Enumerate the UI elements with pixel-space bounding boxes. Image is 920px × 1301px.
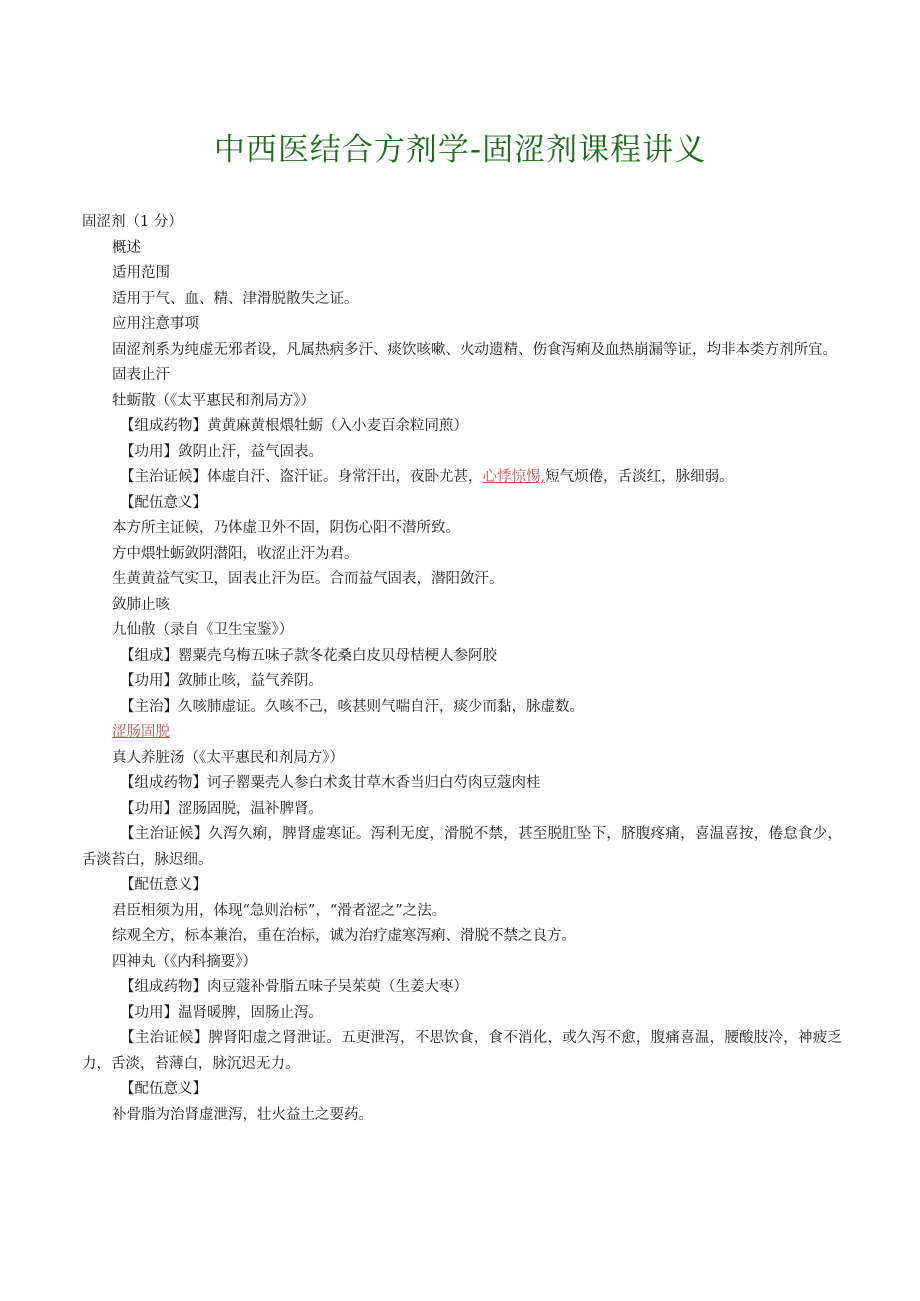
significance-label: 【配伍意义】 — [120, 494, 207, 511]
significance-text: 君臣相须为用，体现“急则治标”，“滑者涩之”之法。 — [112, 902, 447, 919]
formula-function: 【功用】温肾暖脾，固肠止泻。 — [120, 1004, 323, 1021]
formula-indication: 【主治证候】脾肾阳虚之肾泄证。五更泄泻，不思饮食，食不消化，或久泻不愈，腹痛喜温，腰酸肢冷，神疲乏力，舌淡，苔薄白，脉沉迟无力。 — [82, 1030, 842, 1072]
hyperlink[interactable]: 心悸惊惕, — [482, 469, 546, 485]
formula-indication — [82, 465, 842, 491]
formula-name: 牡蛎散（《太平惠民和剂局方》） — [112, 392, 315, 409]
significance-label: 【配伍意义】 — [120, 1081, 207, 1097]
formula-name: 四神丸（《内科摘要》） — [112, 953, 257, 970]
notes-text: 固涩剂系为纯虚无邪者设，凡属热病多汗、痰饮咳嗽、火动遗精、伤食泻痢及血热崩漏等证，均非本类方剂所宜。 — [112, 341, 837, 358]
formula-function: 【功用】敛阴止汗，益气固表。 — [120, 443, 323, 460]
section-heading: 固涩剂（1 分） — [82, 214, 183, 230]
overview-label: 概述 — [112, 239, 141, 256]
formula-composition: 【组成药物】诃子罂粟壳人参白术炙甘草木香当归白芍肉豆蔻肉桂 — [120, 775, 541, 791]
formula-indication: 【主治证候】久泻久痢，脾肾虚寒证。泻利无度，滑脱不禁，甚至脱肛坠下，脐腹疼痛，喜温喜按，倦怠食少，舌淡苔白，脉迟细。 — [82, 826, 842, 868]
scope-label: 适用范围 — [112, 265, 170, 281]
category-heading-link — [82, 720, 842, 746]
formula-composition: 【组成药物】黄黄麻黄根煨牡蛎（入小麦百余粒同煎） — [120, 418, 468, 434]
document-title: 中西医结合方剂学-固涩剂课程讲义 — [213, 132, 707, 168]
significance-text: 生黄黄益气实卫，固表止汗为臣。合而益气固表，潜阳敛汗。 — [112, 571, 504, 587]
significance-text: 综观全方，标本兼治，重在治标，诚为治疗虚寒泻痢、滑脱不禁之良方。 — [112, 928, 576, 944]
formula-name: 真人养脏汤（《太平惠民和剂局方》） — [112, 749, 344, 766]
document-body — [82, 210, 842, 1128]
significance-text: 方中煨牡蛎敛阴潜阳，收涩止汗为君。 — [112, 545, 359, 562]
significance-text: 本方所主证候，乃体虚卫外不固，阴伤心阳不潜所致。 — [112, 520, 460, 536]
category-heading: 固表止汗 — [112, 367, 170, 383]
indication-text: 【主治证候】体虚自汗、盗汗证。身常汗出，夜卧尤甚， — [120, 469, 483, 485]
category-heading: 敛肺止咳 — [112, 596, 170, 613]
formula-function: 【功用】敛肺止咳，益气养阴。 — [120, 673, 323, 689]
formula-name: 九仙散（录自《卫生宝鉴》） — [112, 622, 294, 638]
formula-composition: 【组成】罂粟壳乌梅五味子款冬花桑白皮贝母桔梗人参阿胶 — [120, 647, 497, 664]
hyperlink[interactable]: 涩肠固脱 — [112, 724, 170, 740]
formula-composition: 【组成药物】肉豆蔻补骨脂五味子吴茱萸（生姜大枣） — [120, 979, 468, 995]
formula-function: 【功用】涩肠固脱，温补脾肾。 — [120, 800, 323, 817]
notes-label: 应用注意事项 — [112, 316, 199, 332]
scope-text: 适用于气、血、精、津滑脱散失之证。 — [112, 290, 359, 307]
formula-indication: 【主治】久咳肺虚证。久咳不己，咳甚则气喘自汗，痰少而黏，脉虚数。 — [120, 698, 584, 715]
indication-text: 短气烦倦，舌淡红，脉细弱。 — [545, 469, 734, 485]
significance-text: 补骨脂为治肾虚泄泻，壮火益土之要药。 — [112, 1106, 373, 1123]
significance-label: 【配伍意义】 — [120, 877, 207, 893]
